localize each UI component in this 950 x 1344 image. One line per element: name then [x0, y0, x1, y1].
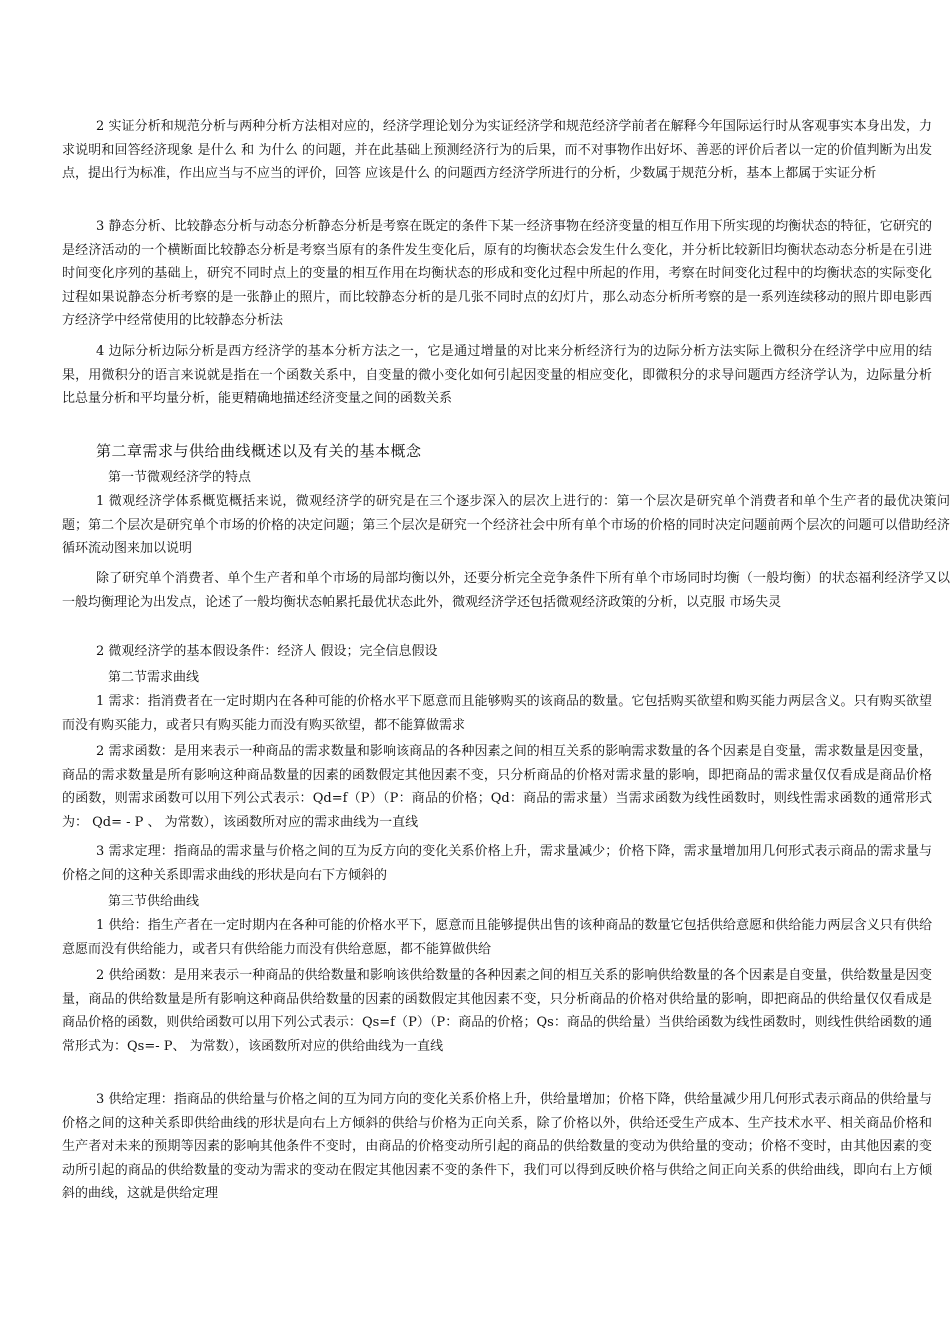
paragraph-supply-function: 2 供给函数：是用来表示一种商品的供给数量和影响该供给数量的各种因素之间的相互关系的影响供给数量的各个因素是自变量，供给数量是因变量，商品的供给数量是所有影响这种商品供给数量的因素的函数假定其他因素不变，只分析商品的价格对供给量的影响，即把商品的供给量仅仅看成是商品价格的函数，则供给函数可以用下列公式表示：Qs=f（P）（P：商品的价格；Qs：商品的供给量）当供给函数为线性函数时，则线性供给函数的通常形式为：Qs=- P、 为常数），该函数所对应的供给曲线为一直线 [62, 968, 932, 1054]
paragraph-micro-overview: 1 微观经济学体系概览概括来说，微观经济学的研究是在三个逐步深入的层次上进行的：第一个层次是研究单个消费者和单个生产者的最优决策问题；第二个层次是研究单个市场的价格的决定问题；第三个层次是研究一个经济社会中所有单个市场的价格的同时决定问题前两个层次的问题可以借助经济循环流动图来加以说明 [62, 494, 950, 557]
paragraph-demand-definition: 1 需求：指消费者在一定时期内在各种可能的价格水平下愿意而且能够购买的该商品的数量。它包括购买欲望和购买能力两层含义。只有购买欲望而没有购买能力，或者只有购买能力而没有购买欲望，都不能算做需求 [62, 694, 932, 733]
section-heading-1: 第一节微观经济学的特点 [108, 470, 252, 485]
paragraph-general-equilibrium: 除了研究单个消费者、单个生产者和单个市场的局部均衡以外，还要分析完全竞争条件下所有单个市场同时均衡（一般均衡）的状态福利经济学又以一般均衡理论为出发点，论述了一般均衡状态帕累托最优状态此外，微观经济学还包括微观经济政策的分析，以克服 市场失灵 [62, 571, 950, 610]
paragraph-demand-law: 3 需求定理：指商品的需求量与价格之间的互为反方向的变化关系价格上升，需求量减少；价格下降，需求量增加用几何形式表示商品的需求量与价格之间的这种关系即需求曲线的形状是向右下方倾斜的 [62, 844, 932, 883]
chapter-heading: 第二章需求与供给曲线概述以及有关的基本概念 [96, 442, 422, 460]
paragraph-supply-definition: 1 供给：指生产者在一定时期内在各种可能的价格水平下，愿意而且能够提供出售的该种商品的数量它包括供给意愿和供给能力两层含义只有供给意愿而没有供给能力，或者只有供给能力而没有供给意愿，都不能算做供给 [62, 918, 932, 957]
paragraph-demand-function: 2 需求函数：是用来表示一种商品的需求数量和影响该商品的各种因素之间的相互关系的影响需求数量的各个因素是自变量，需求数量是因变量，商品的需求数量是所有影响这种商品数量的因素的函数假定其他因素不变，只分析商品的价格对需求量的影响，即把商品的需求量仅仅看成是商品价格的函数，则需求函数可以用下列公式表示：Qd=f（P）（P：商品的价格；Qd：商品的需求量）当需求函数为线性函数时，则线性需求函数的通常形式为： Qd= - P 、 为常数），该函数所对应的需求曲线为一直线 [62, 744, 932, 830]
paragraph-supply-law: 3 供给定理：指商品的供给量与价格之间的互为同方向的变化关系价格上升，供给量增加；价格下降，供给量减少用几何形式表示商品的供给量与价格之间的这种关系即供给曲线的形状是向右上方倾斜的供给与价格为正向关系，除了价格以外，供给还受生产成本、生产技术水平、相关商品价格和生产者对未来的预期等因素的影响其他条件不变时，由商品的价格变动所引起的商品的供给数量的变动为供给量的变动；价格不变时，由其他因素的变动所引起的商品的供给数量的变动为需求的变动在假定其他因素不变的条件下，我们可以得到反映价格与供给之间正向关系的供给曲线，即向右上方倾斜的曲线，这就是供给定理 [62, 1092, 932, 1202]
section-heading-3: 第三节供给曲线 [108, 894, 200, 909]
section-heading-2: 第二节需求曲线 [108, 670, 200, 685]
paragraph-marginal-analysis: 4 边际分析边际分析是西方经济学的基本分析方法之一，它是通过增量的对比来分析经济行为的边际分析方法实际上微积分在经济学中应用的结果，用微积分的语言来说就是指在一个函数关系中，自变量的微小变化如何引起因变量的相应变化，即微积分的求导问题西方经济学认为，边际量分析比总量分析和平均量分析，能更精确地描述经济变量之间的函数关系 [62, 344, 932, 407]
paragraph-positive-normative-analysis: 2 实证分析和规范分析与两种分析方法相对应的，经济学理论划分为实证经济学和规范经济学前者在解释今年国际运行时从客观事实本身出发，力求说明和回答经济现象 是什么 和 为什么 的问题，并在此基础上预测经济行为的后果，而不对事物作出好坏、善恶的评价后者以一定的价值判断为出发点，提出行为标准，作出应当与不应当的评价，回答 应该是什么 的问题西方经济学所进行的分析，少数属于规范分析，基本上都属于实证分析 [62, 119, 932, 182]
paragraph-static-dynamic-analysis: 3 静态分析、比较静态分析与动态分析静态分析是考察在既定的条件下某一经济事物在经济变量的相互作用下所实现的均衡状态的特征，它研究的是经济活动的一个横断面比较静态分析是考察当原有的条件发生变化后，原有的均衡状态会发生什么变化，并分析比较新旧均衡状态动态分析是在引进时间变化序列的基础上，研究不同时点上的变量的相互作用在均衡状态的形成和变化过程中所起的作用，考察在时间变化过程中的均衡状态的实际变化过程如果说静态分析考察的是一张静止的照片，而比较静态分析的是几张不同时点的幻灯片，那么动态分析所考察的是一系列连续移动的照片即电影西方经济学中经常使用的比较静态分析法 [62, 219, 932, 329]
paragraph-assumptions: 2 微观经济学的基本假设条件：经济人 假设；完全信息假设 [96, 644, 438, 659]
